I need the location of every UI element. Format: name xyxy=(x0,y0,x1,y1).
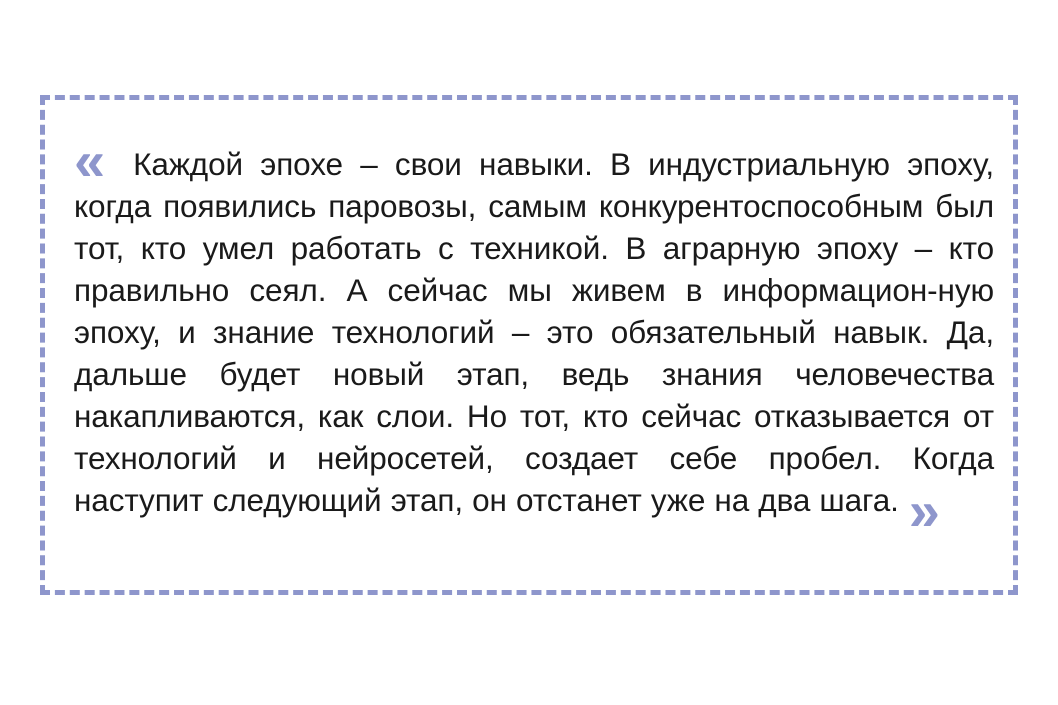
quote-body xyxy=(74,128,994,542)
quote-paragraph: « Каждой эпохе – свои навыки. В индустриальную эпоху, когда появились паровозы, самым конкурентоспособным был тот, кто умел работать с техникой. В аграрную эпоху – кто правильно сеял. А сейчас мы живем в информацион-ную эпоху, и знание технологий – это обязательный навык. Да, дальше будет новый этап, ведь знания человечества накапливаются, как слои. Но тот, кто сейчас отказывается от технологий и нейросетей, создает себе пробел. Когда наступит следующий этап, он отстанет уже на два шага. » xyxy=(74,128,994,542)
quote-card xyxy=(40,95,1018,595)
quote-text: Каждой эпохе – свои навыки. В индустриальную эпоху, когда появились паровозы, самым конкурентоспособным был тот, кто умел работать с техникой. В аграрную эпоху – кто правильно сеял. А сейчас мы живем в информацион-ную эпоху, и знание технологий – это обязательный навык. Да, дальше будет новый этап, ведь знания человечества накапливаются, как слои. Но тот, кто сейчас отказывается от технологий и нейросетей, создает себе пробел. Когда наступит следующий этап, он отстанет уже на два шага. xyxy=(74,146,994,518)
